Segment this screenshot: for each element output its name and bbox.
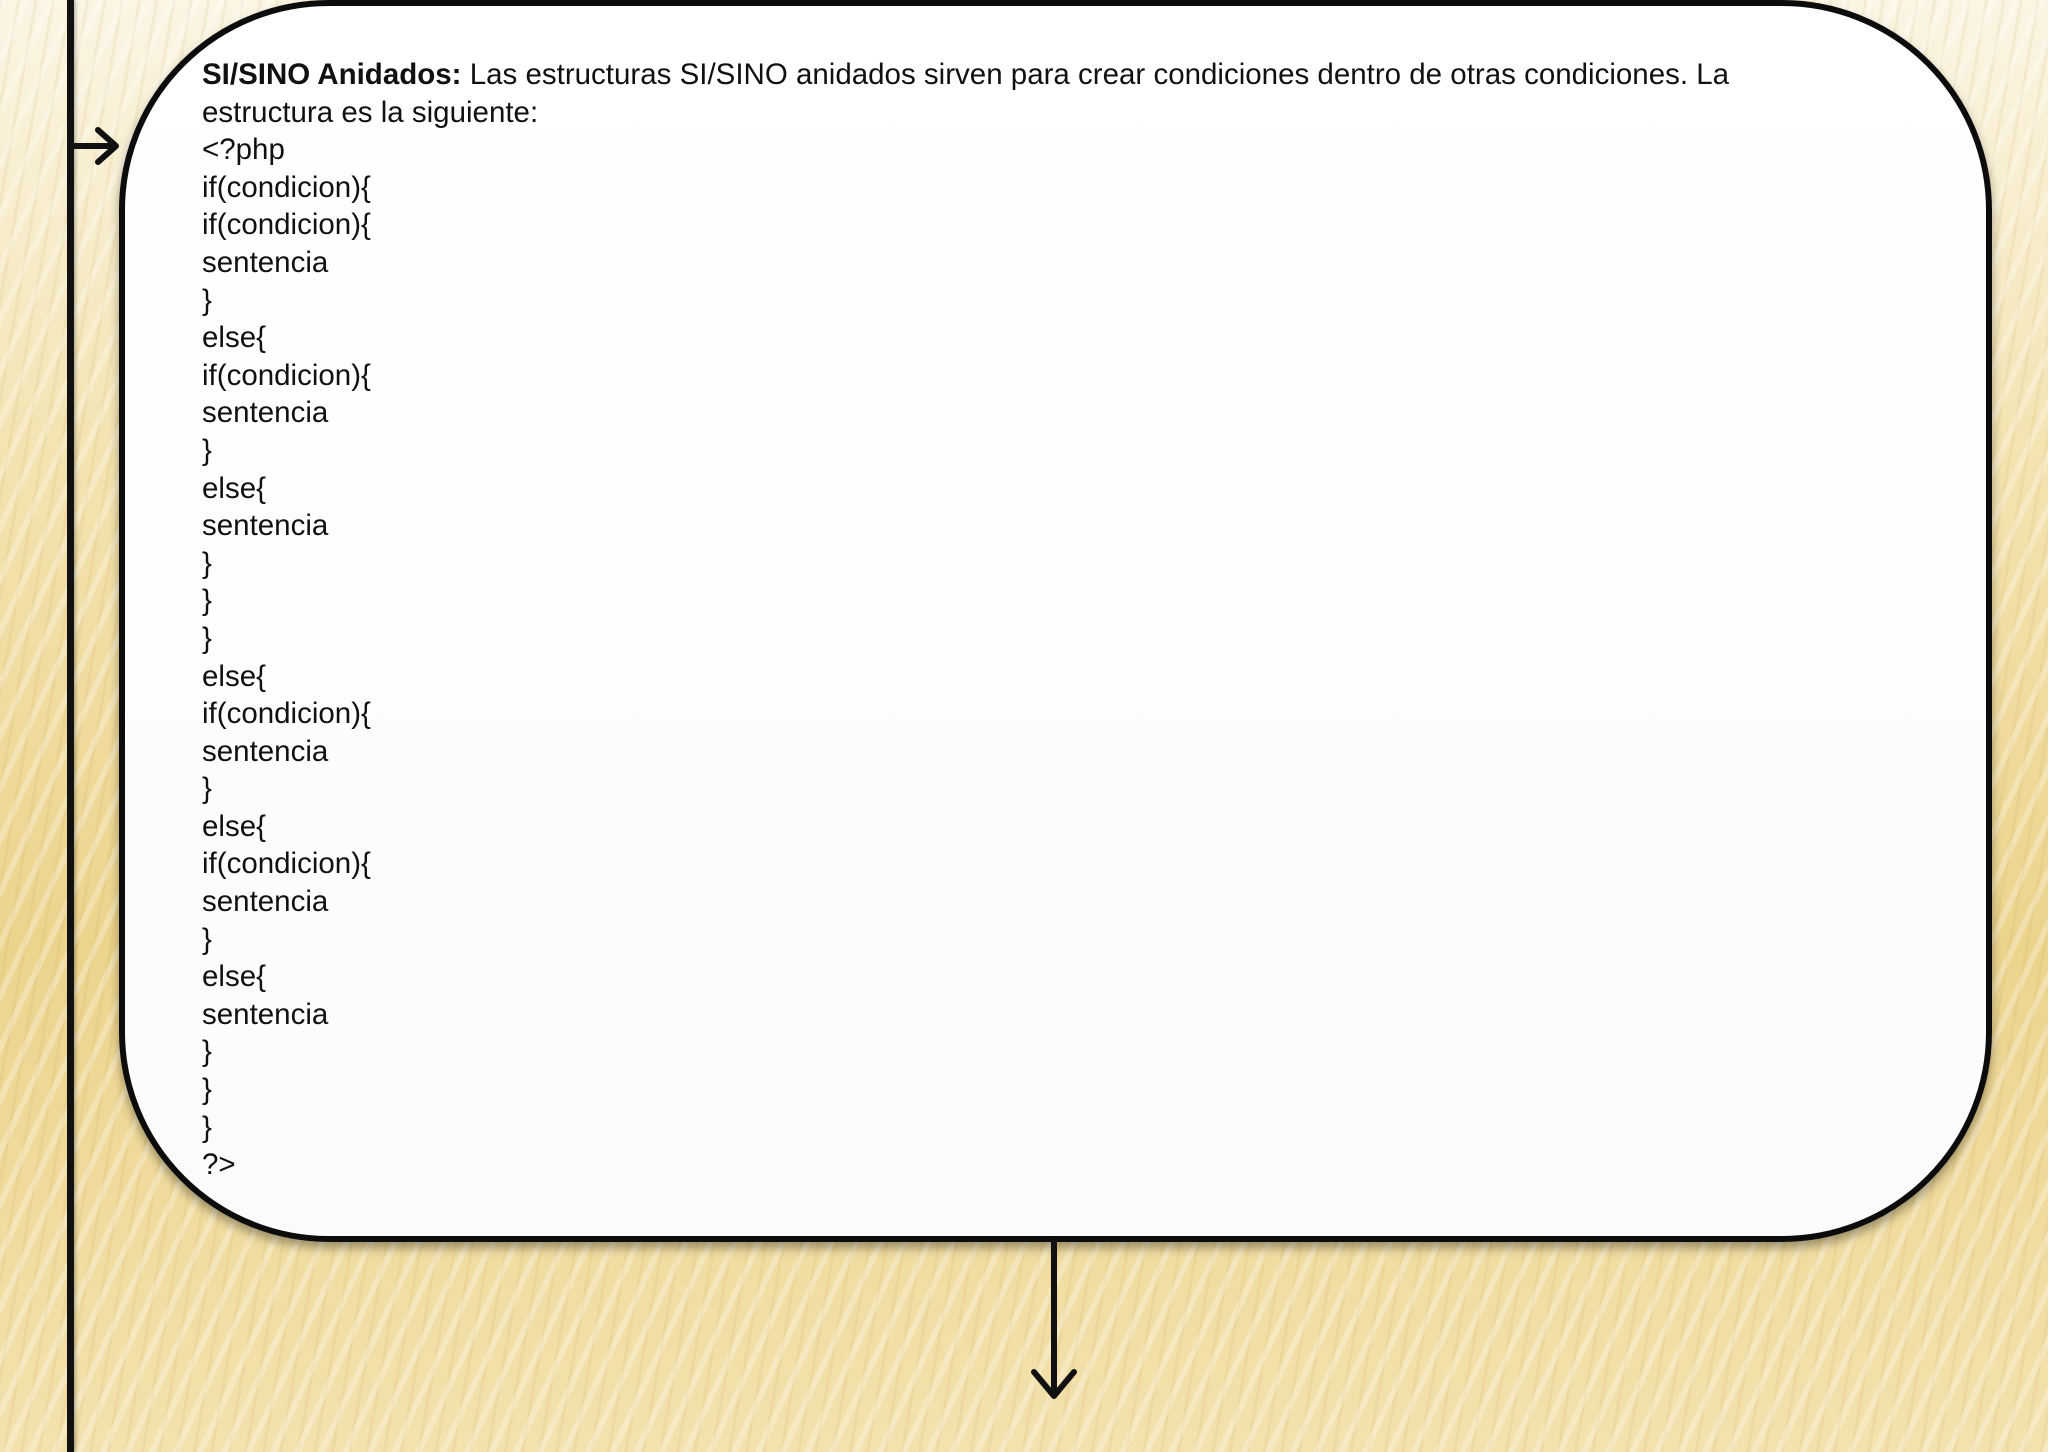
code-listing — [202, 131, 1862, 1184]
code-line: else{ — [202, 321, 266, 355]
code-line: } — [202, 772, 212, 806]
code-line: if(condicion){ — [202, 697, 371, 731]
code-line: sentencia — [202, 885, 329, 919]
code-line: sentencia — [202, 509, 329, 543]
code-line: <?php — [202, 133, 285, 167]
code-line: } — [202, 283, 212, 317]
arrow-down-icon — [1026, 1238, 1082, 1408]
code-line: else{ — [202, 809, 266, 843]
code-line: } — [202, 1035, 212, 1069]
code-line: else{ — [202, 471, 266, 505]
code-line: if(condicion){ — [202, 358, 371, 392]
code-line: } — [202, 546, 212, 580]
code-line: sentencia — [202, 396, 329, 430]
code-line: } — [202, 922, 212, 956]
code-line: } — [202, 433, 212, 467]
code-line: if(condicion){ — [202, 208, 371, 242]
code-line: sentencia — [202, 734, 329, 768]
code-line: if(condicion){ — [202, 170, 371, 204]
code-line: } — [202, 1110, 212, 1144]
code-line: if(condicion){ — [202, 847, 371, 881]
content-text — [202, 56, 1862, 1184]
intro-term: SI/SINO Anidados: — [202, 58, 462, 91]
flow-connector-vertical — [67, 0, 74, 1452]
code-line: } — [202, 621, 212, 655]
code-line: sentencia — [202, 997, 329, 1031]
code-line: sentencia — [202, 245, 329, 279]
intro-paragraph — [202, 56, 1862, 131]
code-line: else{ — [202, 960, 266, 994]
code-line: } — [202, 1073, 212, 1107]
code-line: } — [202, 584, 212, 618]
code-line: else{ — [202, 659, 266, 693]
code-line: ?> — [202, 1148, 236, 1182]
arrow-right-icon — [70, 124, 122, 168]
intro-text: Las estructuras SI/SINO anidados sirven para crear condiciones dentro de otras condiciones. La estructura es la siguiente: — [202, 58, 1730, 129]
